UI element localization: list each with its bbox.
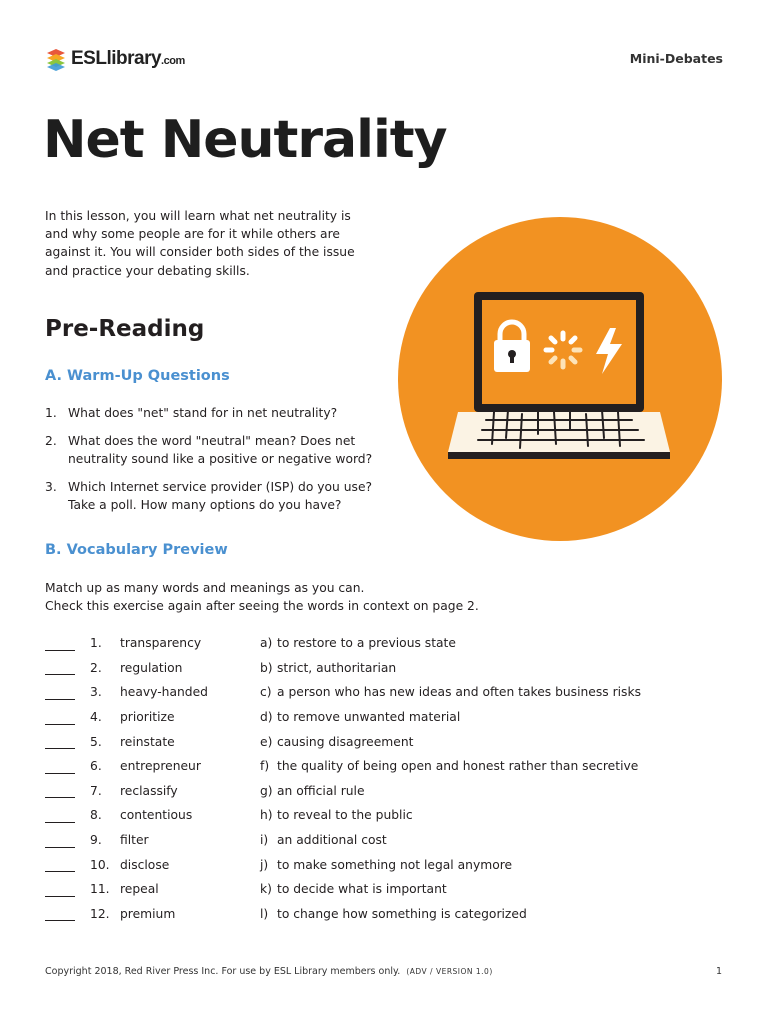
vocab-row: 4. prioritize d) to remove unwanted material — [45, 705, 725, 730]
vocab-row: 11. repeal k) to decide what is important — [45, 877, 725, 902]
vocab-row: 5. reinstate e) causing disagreement — [45, 729, 725, 754]
vocab-row: 10. disclose j) to make something not legal anymore — [45, 852, 725, 877]
vocab-row: 3. heavy-handed c) a person who has new ideas and often takes business risks — [45, 680, 725, 705]
answer-blank[interactable] — [45, 636, 75, 651]
warmup-questions-list — [45, 404, 375, 524]
vocab-matching-list — [45, 631, 725, 926]
page-number: 1 — [715, 966, 722, 977]
vocab-instructions: Match up as many words and meanings as you can. Check this exercise again after seeing the words in context on page 2. — [45, 581, 479, 614]
vocab-row: 6. entrepreneur f) the quality of being open and honest rather than secretive — [45, 754, 725, 779]
footer-copyright: Copyright 2018, Red River Press Inc. For use by ESL Library members only. (ADV / VERSION 1.0) — [45, 966, 493, 977]
answer-blank[interactable] — [45, 857, 75, 872]
question-item: 2. What does the word "neutral" mean? Does net neutrality sound like a positive or negative word? — [45, 433, 373, 466]
footer-version: (ADV / VERSION 1.0) — [406, 967, 493, 976]
pre-reading-heading: Pre-Reading — [45, 316, 205, 342]
intro-paragraph: In this lesson, you will learn what net neutrality is and why some people are for it while others are against it. You will consider both sides of the issue and practice your debating skills. — [45, 209, 355, 278]
logo-text: ESLlibrary.com — [71, 48, 185, 69]
logo-stack-icon — [45, 47, 67, 71]
vocab-row: 2. regulation b) strict, authoritarian — [45, 656, 725, 681]
vocab-row: 7. reclassify g) an official rule — [45, 779, 725, 804]
answer-blank[interactable] — [45, 783, 75, 798]
esl-library-logo[interactable] — [45, 45, 185, 73]
answer-blank[interactable] — [45, 685, 75, 700]
answer-blank[interactable] — [45, 906, 75, 921]
vocab-row: 9. filter i) an additional cost — [45, 828, 725, 853]
laptop-icon — [448, 292, 670, 459]
page-title: Net Neutrality — [43, 110, 447, 170]
answer-blank[interactable] — [45, 808, 75, 823]
answer-blank[interactable] — [45, 882, 75, 897]
question-item: 1. What does "net" stand for in net neutrality? — [45, 406, 338, 420]
vocab-row: 12. premium l) to change how something is categorized — [45, 902, 725, 927]
answer-blank[interactable] — [45, 734, 75, 749]
warmup-heading: A. Warm-Up Questions — [45, 368, 230, 384]
answer-blank[interactable] — [45, 833, 75, 848]
vocab-row: 8. contentious h) to reveal to the public — [45, 803, 725, 828]
section-label: Mini-Debates — [629, 51, 723, 66]
answer-blank[interactable] — [45, 660, 75, 675]
answer-blank[interactable] — [45, 759, 75, 774]
vocab-heading: B. Vocabulary Preview — [45, 542, 228, 558]
vocab-row: 1. transparency a) to restore to a previous state — [45, 631, 725, 656]
laptop-illustration — [398, 212, 722, 546]
question-item: 3. Which Internet service provider (ISP) do you use? Take a poll. How many options do you have? — [45, 479, 373, 512]
answer-blank[interactable] — [45, 710, 75, 725]
